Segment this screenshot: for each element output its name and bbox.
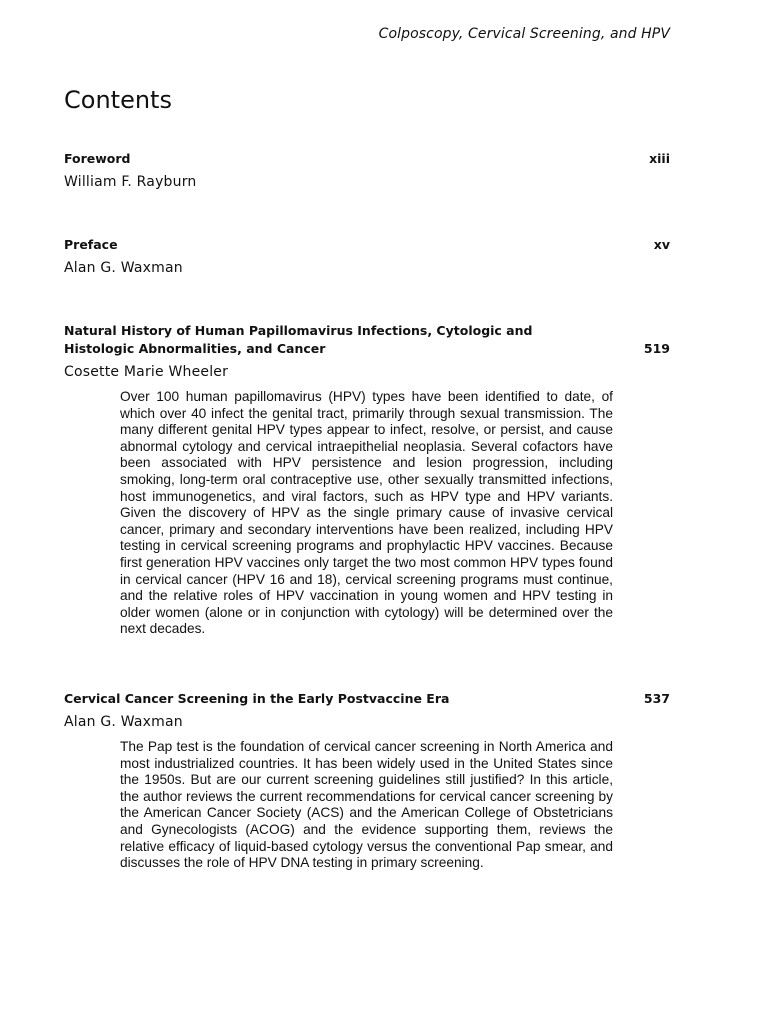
toc-entry-foreword <box>64 150 670 190</box>
entry-author: William F. Rayburn <box>64 174 197 190</box>
entry-title: Foreword <box>64 151 131 166</box>
running-head: Colposcopy, Cervical Screening, and HPV <box>378 26 670 42</box>
entry-heading <box>64 236 670 254</box>
entry-title: Cervical Cancer Screening in the Early Postvaccine Era <box>64 691 450 706</box>
entry-abstract: Over 100 human papillomavirus (HPV) types have been identified to date, of which over 40 infect the genital tract, primarily through sexual transmission. The many different genital HPV types appear to infect, resolve, or persist, and cause abnormal cytology and cervical intraepithelial neoplasia. Several cofactors have been associated with HPV persistence and lesion progression, including smoking, long-term oral contraceptive use, other sexually transmitted infections, host immunogenetics, and viral factors, such as HPV type and HPV variants. Given the discovery of HPV as the single primary cause of invasive cervical cancer, primary and secondary interventions have been realized, including HPV testing in cervical screening programs and prophylactic HPV vaccines. Because first generation HPV vaccines only target the two most common HPV types found in cervical cancer (HPV 16 and 18), cervical screening programs must continue, and the relative roles of HPV vaccination in young women and HPV testing in older women (alone or in conjunction with cytology) will be determined over the next decades. <box>120 389 613 637</box>
entry-heading <box>64 150 670 168</box>
entry-abstract: The Pap test is the foundation of cervical cancer screening in North America and most industrialized countries. It has been widely used in the United States since the 1950s. But are our current screening guidelines still justified? In this article, the author reviews the current recommendations for cervical cancer screening by the American Cancer Society (ACS) and the American College of Obstetricians and Gynecologists (ACOG) and the evidence supporting them, reviews the relative efficacy of liquid-based cytology versus the conventional Pap smear, and discusses the role of HPV DNA testing in primary screening. <box>120 739 613 871</box>
entry-page-number: xiii <box>649 151 670 166</box>
entry-title: Natural History of Human Papillomavirus Infections, Cytologic and Histologic Abnormalities, and Cancer <box>64 323 533 356</box>
entry-page-number: 519 <box>643 341 670 356</box>
entry-author: Alan G. Waxman <box>64 714 183 730</box>
entry-heading <box>64 322 670 358</box>
toc-entry-preface <box>64 236 670 276</box>
entry-page-number: 537 <box>643 691 670 706</box>
entry-author: Alan G. Waxman <box>64 260 183 276</box>
page-title: Contents <box>64 86 172 114</box>
entry-page-number: xv <box>653 237 670 252</box>
entry-heading <box>64 690 670 708</box>
entry-author: Cosette Marie Wheeler <box>64 364 229 380</box>
entry-title: Preface <box>64 237 118 252</box>
toc-entry-screening <box>64 690 670 872</box>
toc-entry-natural-history <box>64 322 670 638</box>
